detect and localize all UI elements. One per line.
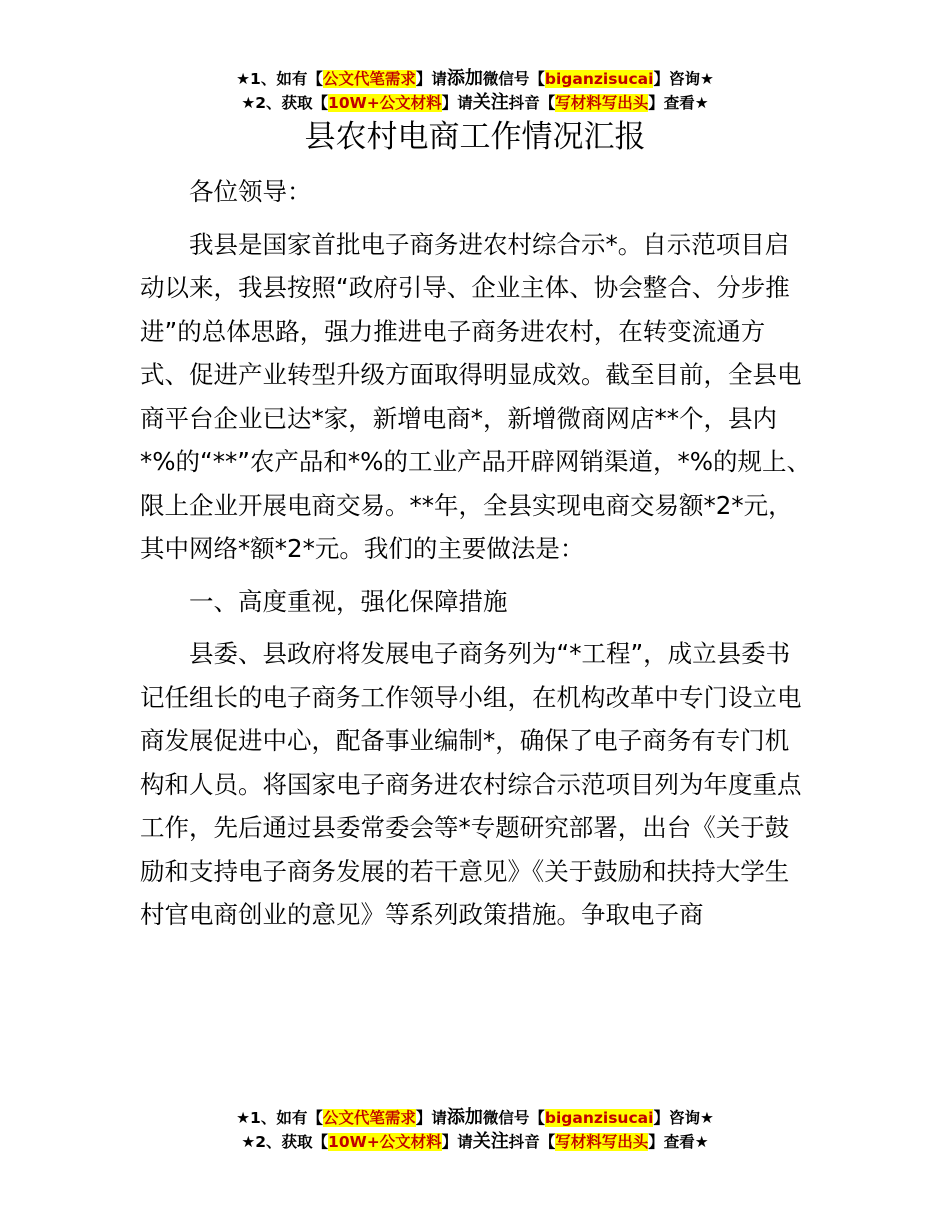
banner-text: ★1、如有【 <box>236 1109 323 1127</box>
banner-line-1 <box>0 67 950 91</box>
highlight-text: 公文代笔需求 <box>322 1109 416 1127</box>
salutation: 各位领导： <box>189 177 312 206</box>
banner-text: 】查看★ <box>648 1133 709 1151</box>
banner-line-2 <box>0 1130 950 1154</box>
banner-text: 抖音【 <box>508 94 556 112</box>
highlight-text: 10W+公文材料 <box>328 1133 442 1151</box>
paragraph: 我县是国家首批电子商务进农村综合示*。自示范项目启动以来，我县按照“政府引导、企业主体、协会整合、分步推进”的总体思路，强力推进电子商务进农村，在转变流通方式、促进产业转型升级方面取得明显成效。截至目前，全县电商平台企业已达*家，新增电商*，新增微商网店**个，县内*%的“**”农产品和*%的工业产品开辟网销渠道，*%的规上、限上企业开展电商交易。**年，全县实现电商交易额*2*元，其中网络*额*2*元。我们的主要做法是： <box>140 229 811 563</box>
banner-line-2 <box>0 91 950 115</box>
banner-text: 】查看★ <box>648 94 709 112</box>
banner-text: 微信号【 <box>482 70 545 88</box>
banner-text: ★2、获取【 <box>241 94 329 112</box>
highlight-text: 写材料写出头 <box>555 94 649 112</box>
document-title: 县农村电商工作情况汇报 <box>304 119 646 155</box>
banner-text: 关注 <box>472 92 509 113</box>
highlight-text: biganzisucai <box>544 70 654 88</box>
banner-text: 】请 <box>441 94 473 112</box>
banner-text: 】咨询★ <box>653 1109 714 1127</box>
highlight-text: biganzisucai <box>544 1109 654 1127</box>
banner-text: 关注 <box>472 1131 509 1152</box>
highlight-text: 公文代笔需求 <box>322 70 416 88</box>
banner-text: 】请 <box>415 1109 447 1127</box>
banner-text: 】请 <box>415 70 447 88</box>
highlight-text: 10W+公文材料 <box>328 94 442 112</box>
banner-text: 微信号【 <box>482 1109 545 1127</box>
banner-text: 添加 <box>446 68 483 89</box>
section-heading: 一、高度重视，强化保障措施 <box>189 586 508 616</box>
header-banner <box>0 67 950 115</box>
paragraph: 县委、县政府将发展电子商务列为“*工程”，成立县委书记任组长的电子商务工作领导小组，在机构改革中专门设立电商发展促进中心，配备事业编制*，确保了电子商务有专门机构和人员。将国家电子商务进农村综合示范项目列为年度重点工作，先后通过县委常委会等*专题研究部署，出台《关于鼓励和支持电子商务发展的若干意见》《关于鼓励和扶持大学生村官电商创业的意见》等系列政策措施。争取电子商 <box>140 639 802 929</box>
banner-text: 】咨询★ <box>653 70 714 88</box>
banner-text: ★1、如有【 <box>236 70 323 88</box>
banner-text: ★2、获取【 <box>241 1133 329 1151</box>
highlight-text: 写材料写出头 <box>555 1133 649 1151</box>
footer-banner <box>0 1106 950 1154</box>
banner-text: 添加 <box>446 1107 483 1128</box>
document-body <box>140 170 812 937</box>
banner-line-1 <box>0 1106 950 1130</box>
banner-text: 】请 <box>441 1133 473 1151</box>
banner-text: 抖音【 <box>508 1133 556 1151</box>
